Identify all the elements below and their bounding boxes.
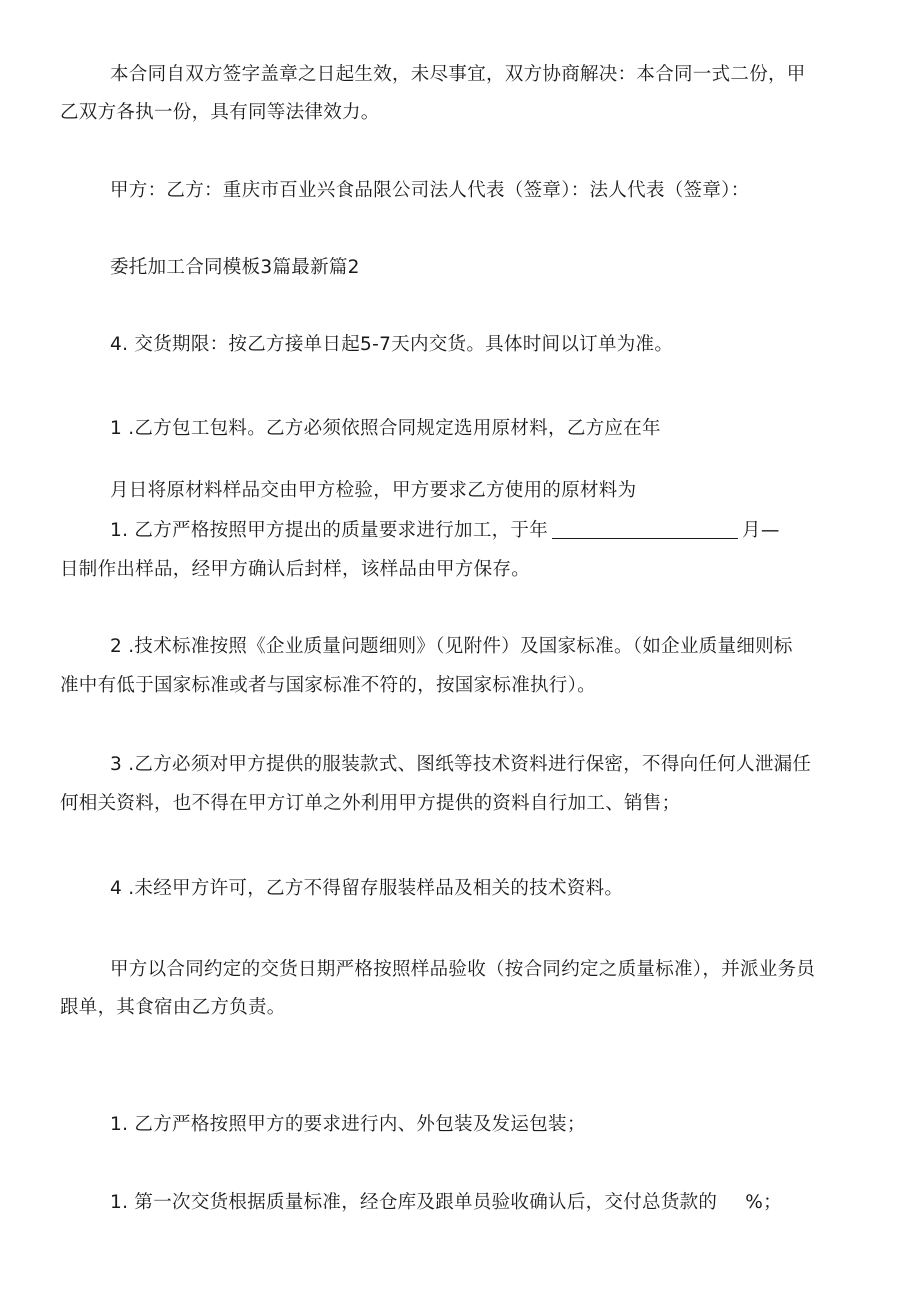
sample-clause-line-1: [110, 522, 780, 541]
acceptance-clause-line-1: 甲方以合同约定的交货日期严格按照样品验收（按合同约定之质量标准），并派业务员: [110, 959, 816, 980]
sample-clause-month: 月—: [742, 520, 780, 541]
standards-clause-line-1: 2 .技术标准按照《企业质量问题细则》（见附件）及国家标准。（如企业质量细则标: [110, 636, 793, 657]
effective-clause-line-1: 本合同自双方签字盖章之日起生效，未尽事宜，双方协商解决：本合同一式二份，甲: [110, 64, 806, 85]
payment-clause-text: 1. 第一次交货根据质量标准，经仓库及跟单员验收确认后，交付总货款的: [110, 1192, 718, 1213]
confidentiality-clause-line-2: 何相关资料，也不得在甲方订单之外利用甲方提供的资料自行加工、销售；: [60, 793, 681, 814]
section-title: 委托加工合同模板3篇最新篇2: [110, 257, 360, 278]
acceptance-clause-line-2: 跟单，其食宿由乙方负责。: [60, 997, 286, 1018]
standards-clause-line-2: 准中有低于国家标准或者与国家标准不符的，按国家标准执行）。: [60, 675, 596, 696]
payment-percent-sign: %；: [745, 1192, 782, 1213]
signature-line: 甲方：乙方：重庆市百业兴食品限公司法人代表（签章）：法人代表（签章）：: [110, 180, 750, 201]
confidentiality-clause-line-1: 3 .乙方必须对甲方提供的服装款式、图纸等技术资料进行保密，不得向任何人泄漏任: [110, 754, 812, 775]
sample-clause-text: 1. 乙方严格按照甲方提出的质量要求进行加工，于年: [110, 520, 549, 541]
packaging-clause: 1. 乙方严格按照甲方的要求进行内、外包装及发运包装；: [110, 1114, 586, 1135]
effective-clause-line-2: 乙双方各执一份，具有同等法律效力。: [60, 102, 380, 123]
payment-clause: [110, 1194, 782, 1213]
samples-retention-clause: 4 .未经甲方许可，乙方不得留存服装样品及相关的技术资料。: [110, 878, 624, 899]
sample-clause-line-2: 日制作出样品，经甲方确认后封样，该样品由甲方保存。: [60, 559, 531, 580]
materials-clause-line-1: 1 .乙方包工包料。乙方必须依照合同规定选用原材料，乙方应在年: [110, 418, 661, 439]
materials-clause-line-2: 月日将原材料样品交由甲方检验，甲方要求乙方使用的原材料为: [110, 480, 637, 501]
delivery-term-line: 4. 交货期限：按乙方接单日起5-7天内交货。具体时间以订单为准。: [110, 334, 674, 355]
date-blank-underline: [552, 522, 738, 539]
